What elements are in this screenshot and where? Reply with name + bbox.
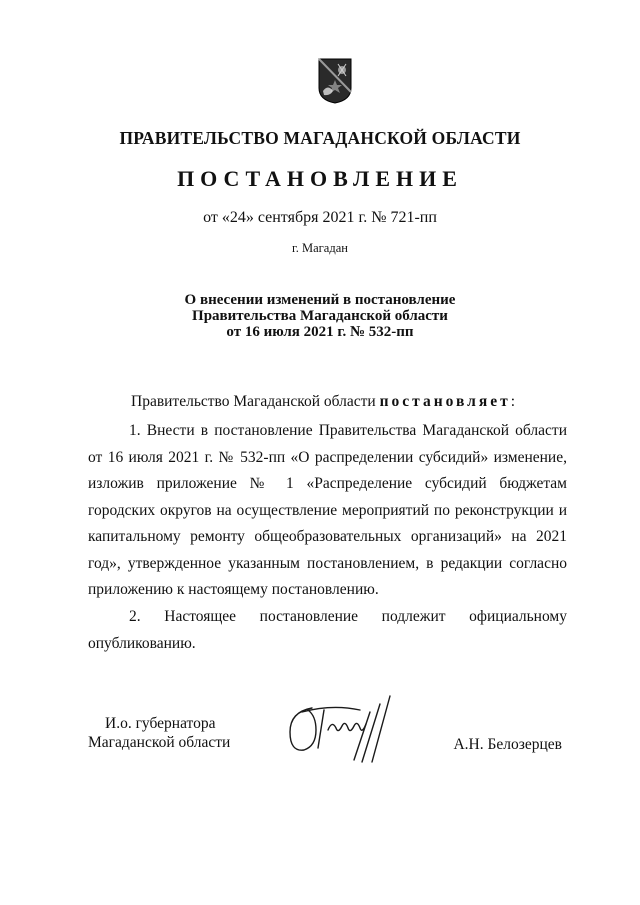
subject-line-1: О внесении изменений в постановление xyxy=(184,292,456,308)
organization-title: ПРАВИТЕЛЬСТВО МАГАДАНСКОЙ ОБЛАСТИ xyxy=(119,128,521,148)
preamble xyxy=(131,393,515,411)
document-subject xyxy=(0,292,640,340)
preamble-verb: постановляет xyxy=(379,393,511,410)
signer-name: А.Н. Белозерцев xyxy=(453,736,562,753)
paragraph-1: 1. Внести в постановление Правительства Магаданской области от 16 июля 2021 г. № 532-пп «О распределении субсидий» изменение, изложив приложение № 1 «Распределение субсидий бюджетам городских округов на осуществление мероприятий по реконструкции и капитальному ремонту общеобразовательных организаций» на 2021 год», утвержденное указанным постановлением, в редакции согласно приложению к настоящему постановлению. xyxy=(88,422,567,598)
signature-icon xyxy=(282,690,422,770)
preamble-colon: : xyxy=(510,393,516,410)
subject-line-3: от 16 июля 2021 г. № 532-пп xyxy=(226,324,414,340)
document-place: г. Магадан xyxy=(292,241,348,255)
signer-position xyxy=(88,714,230,752)
coat-of-arms-icon xyxy=(318,58,352,104)
document-date-number: от «24» сентября 2021 г. № 721-пп xyxy=(203,209,437,226)
signer-position-line-2: Магаданской области xyxy=(88,734,231,751)
document-type: ПОСТАНОВЛЕНИЕ xyxy=(177,166,463,191)
paragraph-2: 2. Настоящее постановление подлежит официальному опубликованию. xyxy=(88,608,567,652)
preamble-subject: Правительство Магаданской области xyxy=(131,393,376,410)
signer-position-line-1: И.о. губернатора xyxy=(105,715,216,732)
subject-line-2: Правительства Магаданской области xyxy=(192,308,448,324)
